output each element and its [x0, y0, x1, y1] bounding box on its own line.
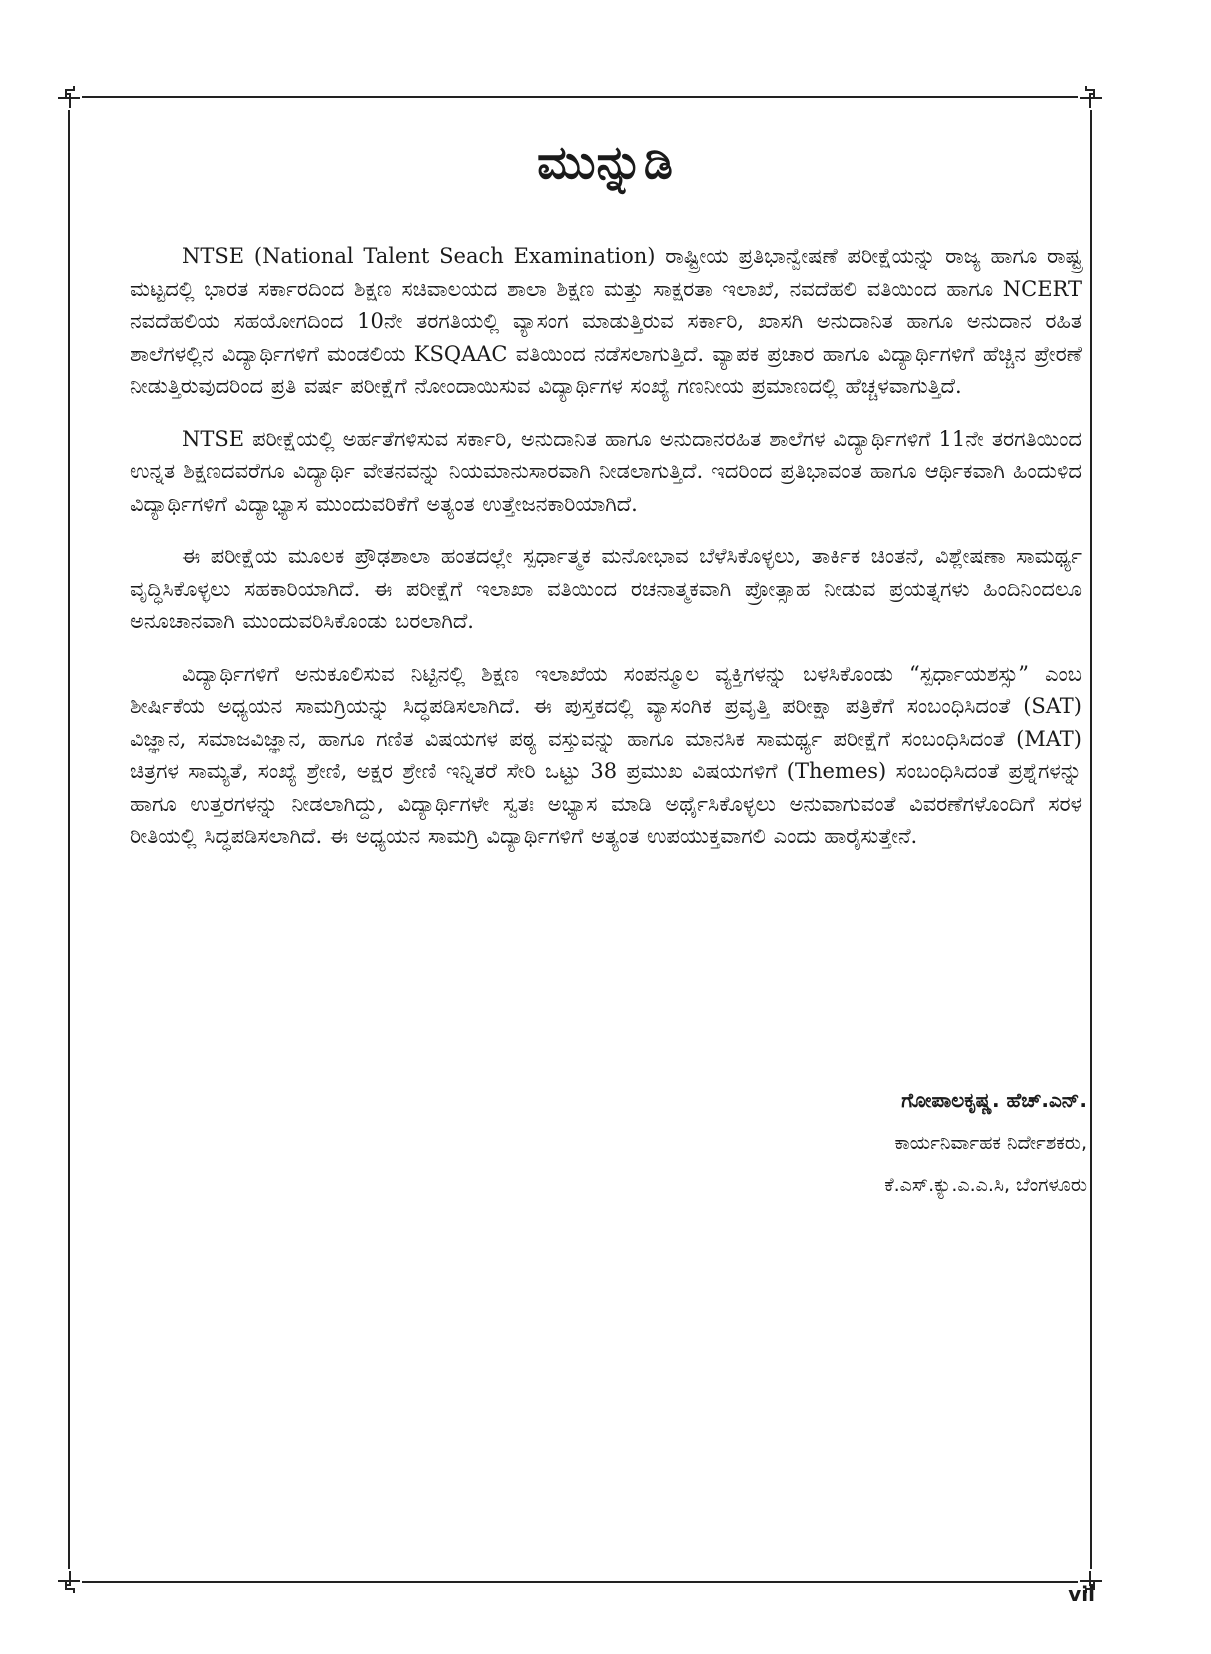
- paragraph-1: NTSE (National Talent Seach Examination) ರಾಷ್ಟ್ರೀಯ ಪ್ರತಿಭಾನ್ವೇಷಣೆ ಪರೀಕ್ಷೆಯನ್ನು ರಾಜ್ಯ ಹಾಗೂ ರಾಷ್ಟ್ರ ಮಟ್ಟದಲ್ಲಿ ಭಾರತ ಸರ್ಕಾರದಿಂದ ಶಿಕ್ಷಣ ಸಚಿವಾಲಯದ ಶಾಲಾ ಶಿಕ್ಷಣ ಮತ್ತು ಸಾಕ್ಷರತಾ ಇಲಾಖೆ, ನವದೆಹಲಿ ವತಿಯಿಂದ ಹಾಗೂ NCERT ನವದೆಹಲಿಯ ಸಹಯೋಗದಿಂದ 10ನೇ ತರಗತಿಯಲ್ಲಿ ವ್ಯಾಸಂಗ ಮಾಡುತ್ತಿರುವ ಸರ್ಕಾರಿ, ಖಾಸಗಿ ಅನುದಾನಿತ ಹಾಗೂ ಅನುದಾನ ರಹಿತ ಶಾಲೆಗಳಲ್ಲಿನ ವಿದ್ಯಾರ್ಥಿಗಳಿಗೆ ಮಂಡಲಿಯ KSQAAC ವತಿಯಿಂದ ನಡೆಸಲಾಗುತ್ತಿದೆ. ವ್ಯಾಪಕ ಪ್ರಚಾರ ಹಾಗೂ ವಿದ್ಯಾರ್ಥಿಗಳಿಗೆ ಹೆಚ್ಚಿನ ಪ್ರೇರಣೆ ನೀಡುತ್ತಿರುವುದರಿಂದ ಪ್ರತಿ ವರ್ಷ ಪರೀಕ್ಷೆಗೆ ನೋಂದಾಯಿಸುವ ವಿದ್ಯಾರ್ಥಿಗಳ ಸಂಖ್ಯೆ ಗಣನೀಯ ಪ್ರಮಾಣದಲ್ಲಿ ಹೆಚ್ಚಳವಾಗುತ್ತಿದೆ.: [130, 244, 1082, 398]
- signatory-name: ಗೋಪಾಲಕೃಷ್ಣ. ಹೆಚ್.ಎನ್.: [901, 1088, 1087, 1112]
- paragraph-4: ವಿದ್ಯಾರ್ಥಿಗಳಿಗೆ ಅನುಕೂಲಿಸುವ ನಿಟ್ಟಿನಲ್ಲಿ ಶಿಕ್ಷಣ ಇಲಾಖೆಯ ಸಂಪನ್ಮೂಲ ವ್ಯಕ್ತಿಗಳನ್ನು ಬಳಸಿಕೊಂಡು “ಸ್ಪರ್ಧಾಯಶಸ್ಸು” ಎಂಬ ಶೀರ್ಷಿಕೆಯ ಅಧ್ಯಯನ ಸಾಮಗ್ರಿಯನ್ನು ಸಿದ್ಧಪಡಿಸಲಾಗಿದೆ. ಈ ಪುಸ್ತಕದಲ್ಲಿ ವ್ಯಾಸಂಗಿಕ ಪ್ರವೃತ್ತಿ ಪರೀಕ್ಷಾ ಪತ್ರಿಕೆಗೆ ಸಂಬಂಧಿಸಿದಂತೆ (SAT) ವಿಜ್ಞಾನ, ಸಮಾಜವಿಜ್ಞಾನ, ಹಾಗೂ ಗಣಿತ ವಿಷಯಗಳ ಪಠ್ಯ ವಸ್ತುವನ್ನು ಹಾಗೂ ಮಾನಸಿಕ ಸಾಮರ್ಥ್ಯ ಪರೀಕ್ಷೆಗೆ ಸಂಬಂಧಿಸಿದಂತೆ (MAT) ಚಿತ್ರಗಳ ಸಾಮ್ಯತೆ, ಸಂಖ್ಯೆ ಶ್ರೇಣಿ, ಅಕ್ಷರ ಶ್ರೇಣಿ ಇನ್ನಿತರೆ ಸೇರಿ ಒಟ್ಟು 38 ಪ್ರಮುಖ ವಿಷಯಗಳಿಗೆ (Themes) ಸಂಬಂಧಿಸಿದಂತೆ ಪ್ರಶ್ನೆಗಳನ್ನು ಹಾಗೂ ಉತ್ತರಗಳನ್ನು ನೀಡಲಾಗಿದ್ದು, ವಿದ್ಯಾರ್ಥಿಗಳೇ ಸ್ವತಃ ಅಭ್ಯಾಸ ಮಾಡಿ ಅರ್ಥೈಸಿಕೊಳ್ಳಲು ಅನುವಾಗುವಂತೆ ವಿವರಣೆಗಳೊಂದಿಗೆ ಸರಳ ರೀತಿಯಲ್ಲಿ ಸಿದ್ಧಪಡಿಸಲಾಗಿದೆ. ಈ ಅಧ್ಯಯನ ಸಾಮಗ್ರಿ ವಿದ್ಯಾರ್ಥಿಗಳಿಗೆ ಅತ್ಯಂತ ಉಪಯುಕ್ತವಾಗಲಿ ಎಂದು ಹಾರೈಸುತ್ತೇನೆ.: [130, 661, 1082, 848]
- paragraph-2: NTSE ಪರೀಕ್ಷೆಯಲ್ಲಿ ಅರ್ಹತೆಗಳಿಸುವ ಸರ್ಕಾರಿ, ಅನುದಾನಿತ ಹಾಗೂ ಅನುದಾನರಹಿತ ಶಾಲೆಗಳ ವಿದ್ಯಾರ್ಥಿಗಳಿಗೆ 11ನೇ ತರಗತಿಯಿಂದ ಉನ್ನತ ಶಿಕ್ಷಣದವರೆಗೂ ವಿದ್ಯಾರ್ಥಿ ವೇತನವನ್ನು ನಿಯಮಾನುಸಾರವಾಗಿ ನೀಡಲಾಗುತ್ತಿದೆ. ಇದರಿಂದ ಪ್ರತಿಭಾವಂತ ಹಾಗೂ ಆರ್ಥಿಕವಾಗಿ ಹಿಂದುಳಿದ ವಿದ್ಯಾರ್ಥಿಗಳಿಗೆ ವಿದ್ಯಾಭ್ಯಾಸ ಮುಂದುವರಿಕೆಗೆ ಅತ್ಯಂತ ಉತ್ತೇಜನಕಾರಿಯಾಗಿದೆ.: [130, 426, 1082, 516]
- page-title: ಮುನ್ನುಡಿ: [537, 135, 674, 189]
- page-number: vii: [1068, 1582, 1095, 1606]
- signatory-designation: ಕಾರ್ಯನಿರ್ವಾಹಕ ನಿರ್ದೇಶಕರು,: [894, 1132, 1087, 1154]
- corner-ornament-icon: [56, 84, 82, 110]
- signatory-organization: ಕೆ.ಎಸ್.ಕ್ಯು.ಎ.ಎ.ಸಿ, ಬೆಂಗಳೂರು: [884, 1174, 1087, 1196]
- foreword-body: [130, 240, 1082, 873]
- signature-block: [884, 1088, 1087, 1216]
- corner-ornament-icon: [1078, 84, 1104, 110]
- paragraph-3: ಈ ಪರೀಕ್ಷೆಯ ಮೂಲಕ ಪ್ರೌಢಶಾಲಾ ಹಂತದಲ್ಲೇ ಸ್ಪರ್ಧಾತ್ಮಕ ಮನೋಭಾವ ಬೆಳೆಸಿಕೊಳ್ಳಲು, ತಾರ್ಕಿಕ ಚಿಂತನೆ, ವಿಶ್ಲೇಷಣಾ ಸಾಮರ್ಥ್ಯ ವೃದ್ಧಿಸಿಕೊಳ್ಳಲು ಸಹಕಾರಿಯಾಗಿದೆ. ಈ ಪರೀಕ್ಷೆಗೆ ಇಲಾಖಾ ವತಿಯಿಂದ ರಚನಾತ್ಮಕವಾಗಿ ಪ್ರೋತ್ಸಾಹ ನೀಡುವ ಪ್ರಯತ್ನಗಳು ಹಿಂದಿನಿಂದಲೂ ಅನೂಚಾನವಾಗಿ ಮುಂದುವರಿಸಿಕೊಂಡು ಬರಲಾಗಿದೆ.: [130, 544, 1082, 633]
- corner-ornament-icon: [56, 1569, 82, 1595]
